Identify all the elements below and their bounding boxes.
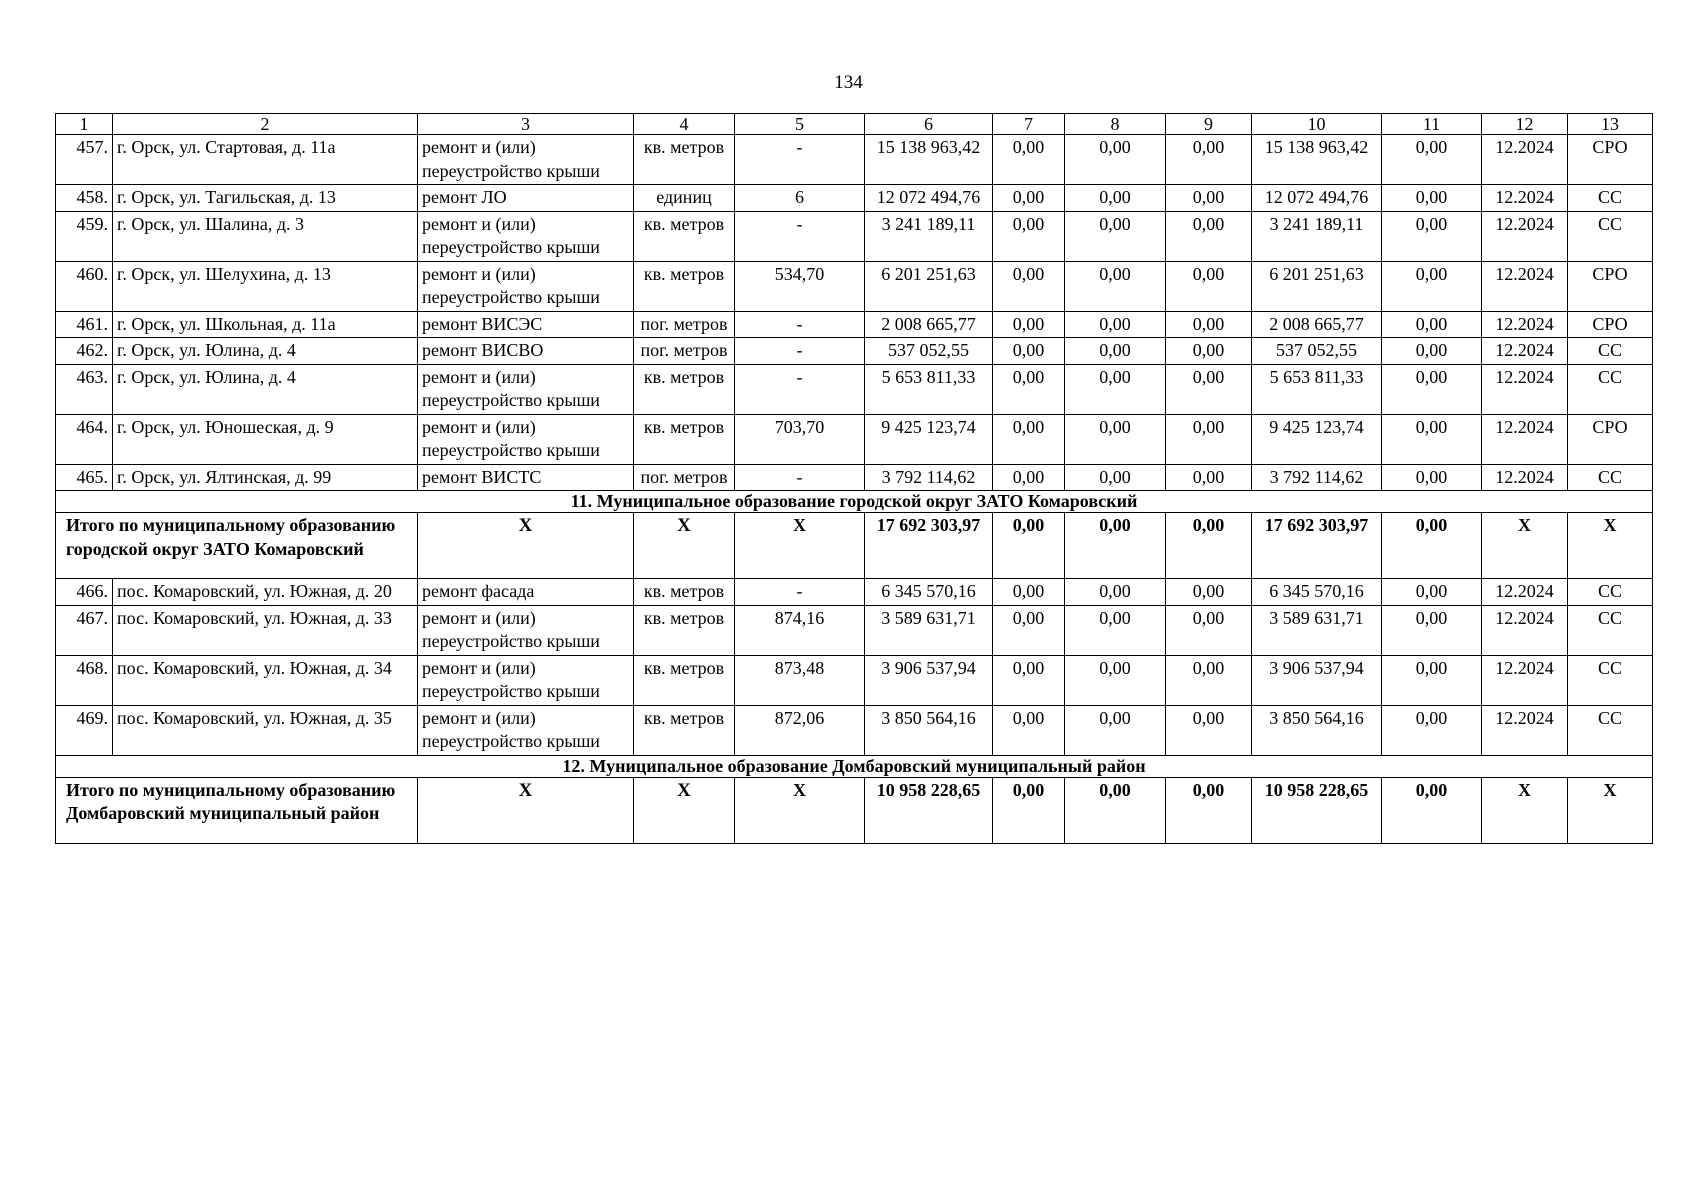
other-funds-cell: 0,00 xyxy=(1382,211,1482,261)
total-cell: X xyxy=(634,777,735,843)
regional-budget-cell: 0,00 xyxy=(1065,579,1166,606)
local-budget-cell: 0,00 xyxy=(1166,414,1252,464)
table-row xyxy=(56,605,1653,655)
local-budget-cell: 0,00 xyxy=(1166,135,1252,185)
table-row xyxy=(56,414,1653,464)
volume-cell: 703,70 xyxy=(735,414,865,464)
row-number-cell: 465. xyxy=(56,464,113,491)
work-type-cell: ремонт и (или) переустройство крыши xyxy=(418,211,634,261)
unit-cell: кв. метров xyxy=(634,605,735,655)
regional-budget-cell: 0,00 xyxy=(1065,705,1166,755)
total-cost-cell: 6 345 570,16 xyxy=(865,579,993,606)
unit-cell: пог. метров xyxy=(634,338,735,365)
unit-cell: кв. метров xyxy=(634,655,735,705)
header-row xyxy=(56,114,1653,135)
header-cell: 3 xyxy=(418,114,634,135)
owners-funds-cell: 15 138 963,42 xyxy=(1252,135,1382,185)
other-funds-cell: 0,00 xyxy=(1382,655,1482,705)
other-funds-cell: 0,00 xyxy=(1382,364,1482,414)
total-cost-cell: 12 072 494,76 xyxy=(865,185,993,212)
owners-funds-cell: 3 906 537,94 xyxy=(1252,655,1382,705)
local-budget-cell: 0,00 xyxy=(1166,605,1252,655)
total-cell: X xyxy=(418,777,634,843)
deadline-cell: 12.2024 xyxy=(1482,185,1568,212)
total-cell: 0,00 xyxy=(1166,513,1252,579)
volume-cell: 6 xyxy=(735,185,865,212)
unit-cell: единиц xyxy=(634,185,735,212)
total-row xyxy=(56,777,1653,843)
section-title: 11. Муниципальное образование городской округ ЗАТО Комаровский xyxy=(56,491,1653,513)
unit-cell: пог. метров xyxy=(634,311,735,338)
fund-cell: 0,00 xyxy=(993,185,1065,212)
total-cell: X xyxy=(1568,777,1653,843)
table-row xyxy=(56,364,1653,414)
method-cell: СС xyxy=(1568,705,1653,755)
address-cell: г. Орск, ул. Юлина, д. 4 xyxy=(113,338,418,365)
other-funds-cell: 0,00 xyxy=(1382,579,1482,606)
other-funds-cell: 0,00 xyxy=(1382,261,1482,311)
row-number-cell: 460. xyxy=(56,261,113,311)
owners-funds-cell: 3 850 564,16 xyxy=(1252,705,1382,755)
header-cell: 13 xyxy=(1568,114,1653,135)
method-cell: СС xyxy=(1568,655,1653,705)
row-number-cell: 464. xyxy=(56,414,113,464)
total-cost-cell: 537 052,55 xyxy=(865,338,993,365)
local-budget-cell: 0,00 xyxy=(1166,579,1252,606)
section-title: 12. Муниципальное образование Домбаровский муниципальный район xyxy=(56,755,1653,777)
other-funds-cell: 0,00 xyxy=(1382,338,1482,365)
fund-cell: 0,00 xyxy=(993,464,1065,491)
header-cell: 12 xyxy=(1482,114,1568,135)
work-type-cell: ремонт и (или) переустройство крыши xyxy=(418,705,634,755)
work-type-cell: ремонт и (или) переустройство крыши xyxy=(418,605,634,655)
fund-cell: 0,00 xyxy=(993,364,1065,414)
fund-cell: 0,00 xyxy=(993,311,1065,338)
owners-funds-cell: 2 008 665,77 xyxy=(1252,311,1382,338)
regional-budget-cell: 0,00 xyxy=(1065,364,1166,414)
volume-cell: 874,16 xyxy=(735,605,865,655)
total-cell: X xyxy=(418,513,634,579)
volume-cell: - xyxy=(735,311,865,338)
fund-cell: 0,00 xyxy=(993,705,1065,755)
address-cell: пос. Комаровский, ул. Южная, д. 35 xyxy=(113,705,418,755)
local-budget-cell: 0,00 xyxy=(1166,655,1252,705)
deadline-cell: 12.2024 xyxy=(1482,464,1568,491)
local-budget-cell: 0,00 xyxy=(1166,185,1252,212)
regional-budget-cell: 0,00 xyxy=(1065,338,1166,365)
fund-cell: 0,00 xyxy=(993,261,1065,311)
owners-funds-cell: 5 653 811,33 xyxy=(1252,364,1382,414)
row-number-cell: 458. xyxy=(56,185,113,212)
table-row xyxy=(56,338,1653,365)
table-body-komarovsky xyxy=(56,579,1653,756)
address-cell: пос. Комаровский, ул. Южная, д. 34 xyxy=(113,655,418,705)
row-number-cell: 459. xyxy=(56,211,113,261)
row-number-cell: 467. xyxy=(56,605,113,655)
total-cost-cell: 3 850 564,16 xyxy=(865,705,993,755)
total-cell: 0,00 xyxy=(1065,777,1166,843)
regional-budget-cell: 0,00 xyxy=(1065,414,1166,464)
total-cell: 0,00 xyxy=(993,513,1065,579)
row-number-cell: 468. xyxy=(56,655,113,705)
volume-cell: - xyxy=(735,364,865,414)
deadline-cell: 12.2024 xyxy=(1482,311,1568,338)
header-cell: 10 xyxy=(1252,114,1382,135)
unit-cell: кв. метров xyxy=(634,414,735,464)
row-number-cell: 466. xyxy=(56,579,113,606)
work-type-cell: ремонт и (или) переустройство крыши xyxy=(418,135,634,185)
volume-cell: - xyxy=(735,464,865,491)
total-cost-cell: 9 425 123,74 xyxy=(865,414,993,464)
total-cost-cell: 3 792 114,62 xyxy=(865,464,993,491)
capital-repair-table xyxy=(55,113,1653,844)
total-cell: 0,00 xyxy=(1382,777,1482,843)
local-budget-cell: 0,00 xyxy=(1166,338,1252,365)
total-cost-cell: 2 008 665,77 xyxy=(865,311,993,338)
work-type-cell: ремонт фасада xyxy=(418,579,634,606)
work-type-cell: ремонт ВИСТС xyxy=(418,464,634,491)
total-cost-cell: 6 201 251,63 xyxy=(865,261,993,311)
other-funds-cell: 0,00 xyxy=(1382,135,1482,185)
deadline-cell: 12.2024 xyxy=(1482,605,1568,655)
other-funds-cell: 0,00 xyxy=(1382,414,1482,464)
local-budget-cell: 0,00 xyxy=(1166,261,1252,311)
header-cell: 4 xyxy=(634,114,735,135)
unit-cell: пог. метров xyxy=(634,464,735,491)
total-cell: X xyxy=(1482,777,1568,843)
work-type-cell: ремонт и (или) переустройство крыши xyxy=(418,364,634,414)
row-number-cell: 463. xyxy=(56,364,113,414)
regional-budget-cell: 0,00 xyxy=(1065,605,1166,655)
address-cell: г. Орск, ул. Тагильская, д. 13 xyxy=(113,185,418,212)
other-funds-cell: 0,00 xyxy=(1382,605,1482,655)
method-cell: СС xyxy=(1568,464,1653,491)
other-funds-cell: 0,00 xyxy=(1382,464,1482,491)
regional-budget-cell: 0,00 xyxy=(1065,261,1166,311)
table-row xyxy=(56,211,1653,261)
local-budget-cell: 0,00 xyxy=(1166,464,1252,491)
total-cell: 0,00 xyxy=(1166,777,1252,843)
total-cell: 10 958 228,65 xyxy=(1252,777,1382,843)
header-cell: 2 xyxy=(113,114,418,135)
total-cell: X xyxy=(1482,513,1568,579)
total-cell: X xyxy=(735,777,865,843)
local-budget-cell: 0,00 xyxy=(1166,705,1252,755)
fund-cell: 0,00 xyxy=(993,414,1065,464)
deadline-cell: 12.2024 xyxy=(1482,364,1568,414)
table-row xyxy=(56,185,1653,212)
volume-cell: - xyxy=(735,135,865,185)
address-cell: пос. Комаровский, ул. Южная, д. 20 xyxy=(113,579,418,606)
header-cell: 7 xyxy=(993,114,1065,135)
fund-cell: 0,00 xyxy=(993,579,1065,606)
work-type-cell: ремонт и (или) переустройство крыши xyxy=(418,414,634,464)
local-budget-cell: 0,00 xyxy=(1166,364,1252,414)
volume-cell: 873,48 xyxy=(735,655,865,705)
table-row xyxy=(56,655,1653,705)
table-body-orsk xyxy=(56,135,1653,491)
total-cost-cell: 3 241 189,11 xyxy=(865,211,993,261)
total-label: Итого по муниципальному образованию городской округ ЗАТО Комаровский xyxy=(56,513,418,579)
total-cell: 0,00 xyxy=(993,777,1065,843)
table-row xyxy=(56,261,1653,311)
total-cell: 0,00 xyxy=(1065,513,1166,579)
local-budget-cell: 0,00 xyxy=(1166,211,1252,261)
total-label: Итого по муниципальному образованию Домбаровский муниципальный район xyxy=(56,777,418,843)
table-row xyxy=(56,464,1653,491)
table-row xyxy=(56,705,1653,755)
header-cell: 9 xyxy=(1166,114,1252,135)
table-row xyxy=(56,311,1653,338)
volume-cell: - xyxy=(735,338,865,365)
work-type-cell: ремонт и (или) переустройство крыши xyxy=(418,261,634,311)
address-cell: г. Орск, ул. Ялтинская, д. 99 xyxy=(113,464,418,491)
section-row xyxy=(56,755,1653,777)
owners-funds-cell: 3 241 189,11 xyxy=(1252,211,1382,261)
fund-cell: 0,00 xyxy=(993,211,1065,261)
total-cost-cell: 15 138 963,42 xyxy=(865,135,993,185)
owners-funds-cell: 3 792 114,62 xyxy=(1252,464,1382,491)
header-cell: 1 xyxy=(56,114,113,135)
other-funds-cell: 0,00 xyxy=(1382,185,1482,212)
fund-cell: 0,00 xyxy=(993,605,1065,655)
method-cell: СРО xyxy=(1568,311,1653,338)
unit-cell: кв. метров xyxy=(634,261,735,311)
volume-cell: - xyxy=(735,211,865,261)
regional-budget-cell: 0,00 xyxy=(1065,185,1166,212)
total-cell: 10 958 228,65 xyxy=(865,777,993,843)
page-number: 134 xyxy=(834,72,863,93)
work-type-cell: ремонт ВИСЭС xyxy=(418,311,634,338)
fund-cell: 0,00 xyxy=(993,135,1065,185)
deadline-cell: 12.2024 xyxy=(1482,655,1568,705)
work-type-cell: ремонт ЛО xyxy=(418,185,634,212)
other-funds-cell: 0,00 xyxy=(1382,311,1482,338)
address-cell: г. Орск, ул. Стартовая, д. 11а xyxy=(113,135,418,185)
fund-cell: 0,00 xyxy=(993,338,1065,365)
address-cell: г. Орск, ул. Шелухина, д. 13 xyxy=(113,261,418,311)
row-number-cell: 457. xyxy=(56,135,113,185)
total-cost-cell: 5 653 811,33 xyxy=(865,364,993,414)
table-row xyxy=(56,135,1653,185)
total-cell: 17 692 303,97 xyxy=(865,513,993,579)
unit-cell: кв. метров xyxy=(634,364,735,414)
row-number-cell: 461. xyxy=(56,311,113,338)
unit-cell: кв. метров xyxy=(634,579,735,606)
owners-funds-cell: 9 425 123,74 xyxy=(1252,414,1382,464)
deadline-cell: 12.2024 xyxy=(1482,579,1568,606)
section-row xyxy=(56,491,1653,513)
volume-cell: 534,70 xyxy=(735,261,865,311)
method-cell: СС xyxy=(1568,364,1653,414)
total-cell: 0,00 xyxy=(1382,513,1482,579)
address-cell: г. Орск, ул. Шалина, д. 3 xyxy=(113,211,418,261)
deadline-cell: 12.2024 xyxy=(1482,338,1568,365)
total-cell: X xyxy=(1568,513,1653,579)
unit-cell: кв. метров xyxy=(634,705,735,755)
deadline-cell: 12.2024 xyxy=(1482,414,1568,464)
fund-cell: 0,00 xyxy=(993,655,1065,705)
regional-budget-cell: 0,00 xyxy=(1065,464,1166,491)
address-cell: г. Орск, ул. Школьная, д. 11а xyxy=(113,311,418,338)
table-row xyxy=(56,579,1653,606)
total-cell: X xyxy=(735,513,865,579)
deadline-cell: 12.2024 xyxy=(1482,211,1568,261)
owners-funds-cell: 537 052,55 xyxy=(1252,338,1382,365)
deadline-cell: 12.2024 xyxy=(1482,261,1568,311)
row-number-cell: 462. xyxy=(56,338,113,365)
address-cell: пос. Комаровский, ул. Южная, д. 33 xyxy=(113,605,418,655)
method-cell: СРО xyxy=(1568,414,1653,464)
owners-funds-cell: 6 201 251,63 xyxy=(1252,261,1382,311)
other-funds-cell: 0,00 xyxy=(1382,705,1482,755)
local-budget-cell: 0,00 xyxy=(1166,311,1252,338)
owners-funds-cell: 3 589 631,71 xyxy=(1252,605,1382,655)
deadline-cell: 12.2024 xyxy=(1482,705,1568,755)
owners-funds-cell: 12 072 494,76 xyxy=(1252,185,1382,212)
address-cell: г. Орск, ул. Юлина, д. 4 xyxy=(113,364,418,414)
header-cell: 8 xyxy=(1065,114,1166,135)
total-cell: 17 692 303,97 xyxy=(1252,513,1382,579)
method-cell: СС xyxy=(1568,338,1653,365)
unit-cell: кв. метров xyxy=(634,135,735,185)
header-cell: 5 xyxy=(735,114,865,135)
unit-cell: кв. метров xyxy=(634,211,735,261)
row-number-cell: 469. xyxy=(56,705,113,755)
header-cell: 6 xyxy=(865,114,993,135)
method-cell: СС xyxy=(1568,579,1653,606)
header-cell: 11 xyxy=(1382,114,1482,135)
regional-budget-cell: 0,00 xyxy=(1065,135,1166,185)
deadline-cell: 12.2024 xyxy=(1482,135,1568,185)
volume-cell: 872,06 xyxy=(735,705,865,755)
regional-budget-cell: 0,00 xyxy=(1065,311,1166,338)
volume-cell: - xyxy=(735,579,865,606)
method-cell: СРО xyxy=(1568,135,1653,185)
owners-funds-cell: 6 345 570,16 xyxy=(1252,579,1382,606)
total-row xyxy=(56,513,1653,579)
total-cell: X xyxy=(634,513,735,579)
address-cell: г. Орск, ул. Юношеская, д. 9 xyxy=(113,414,418,464)
total-cost-cell: 3 906 537,94 xyxy=(865,655,993,705)
method-cell: СС xyxy=(1568,211,1653,261)
work-type-cell: ремонт ВИСВО xyxy=(418,338,634,365)
regional-budget-cell: 0,00 xyxy=(1065,211,1166,261)
regional-budget-cell: 0,00 xyxy=(1065,655,1166,705)
method-cell: СРО xyxy=(1568,261,1653,311)
method-cell: СС xyxy=(1568,605,1653,655)
method-cell: СС xyxy=(1568,185,1653,212)
work-type-cell: ремонт и (или) переустройство крыши xyxy=(418,655,634,705)
total-cost-cell: 3 589 631,71 xyxy=(865,605,993,655)
